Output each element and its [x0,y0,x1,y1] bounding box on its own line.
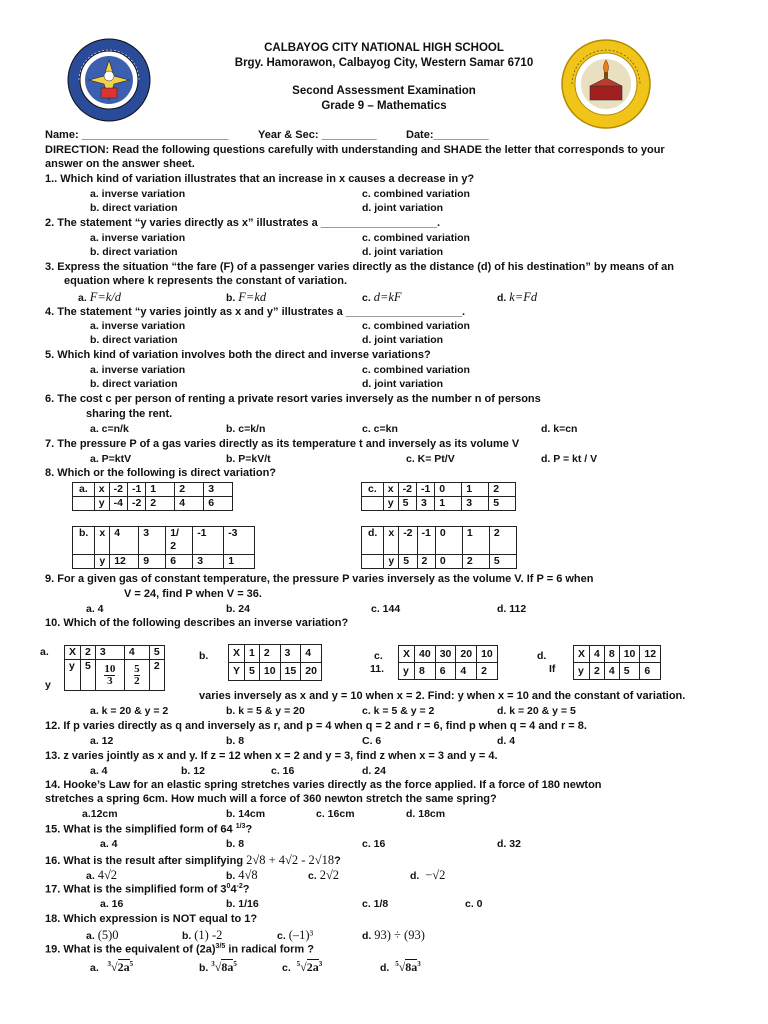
q16-option-c[interactable]: c. 2√2 [308,868,340,882]
table-cell: x [383,483,398,497]
q2-option-c[interactable]: c. combined variation [362,232,470,244]
q3-option-a[interactable]: a. F=k/d [78,290,122,304]
table-cell: 3 [139,527,166,555]
q11-option-c[interactable]: c. k = 5 & y = 2 [362,705,435,717]
q4-option-d[interactable]: d. joint variation [362,334,444,346]
table-cell: 6 [640,663,661,680]
q19-option-b[interactable]: b. $^3√8a^5$ [199,960,237,974]
q17-option-a[interactable]: a. 16 [100,898,124,910]
q19-option-c[interactable]: c. $^5√2a^3$ [282,960,323,974]
grade-subject: Grade 9 – Mathematics [321,100,447,112]
q11-option-d[interactable]: d. k = 20 & y = 5 [497,705,576,717]
q18-option-a[interactable]: a. (5)0 [86,928,119,942]
q17-option-d[interactable]: c. 0 [465,898,483,910]
table-cell: X [399,646,415,663]
table-cell: 6 [435,663,456,680]
table-cell: 9 [139,555,166,569]
table-cell: -1 [127,483,145,497]
q14-option-b[interactable]: b. 14cm [226,808,266,820]
q15-option-d[interactable]: d. 32 [497,838,521,850]
table-cell: y [399,663,415,680]
table-cell: x [94,483,109,497]
q3-option-d[interactable]: d. k=Fd [497,290,538,304]
table-cell: -2 [127,497,145,511]
q13-option-b[interactable]: b. 12 [181,765,205,777]
q3-option-b[interactable]: b. F=kd [226,290,267,304]
name-field[interactable]: Name: ________________________ [45,129,229,141]
q3-stem-line-1: 3. Express the situation “the fare (F) of a passenger varies directly as the distance (d) of his destination” by means of an [45,261,674,273]
q12-option-b[interactable]: b. 8 [226,735,245,747]
school-address: Brgy. Hamorawon, Calbayog City, Western Samar 6710 [234,57,534,69]
table-cell: 5 [489,497,516,511]
table-cell: -4 [109,497,127,511]
q10-label-b: b. [199,650,209,662]
q7-stem: 7. The pressure P of a gas varies directly as its temperature t and inversely as its volume V [45,438,520,450]
q8-table-c[interactable] [361,482,516,511]
q8-table-a[interactable] [72,482,233,511]
q10-table-a[interactable] [64,645,165,691]
table-cell: y [94,497,109,511]
q10-label-a: a. [40,646,49,658]
table-cell: 3 [280,645,301,663]
q5-option-c[interactable]: c. combined variation [362,364,470,376]
q17-option-c[interactable]: c. 1/8 [362,898,389,910]
q13-option-d[interactable]: d. 24 [362,765,386,777]
q6-stem-line-1: 6. The cost c per person of renting a private resort varies inversely as the number n of persons [45,393,541,405]
table-cell [124,660,149,691]
q14-stem-line-2: stretches a spring 6cm. How much will a force of 360 newton stretch the same spring? [45,793,497,805]
table-cell: 12 [640,646,661,663]
q14-stem-line-1: 14. Hooke’s Law for an elastic spring stretches varies directly as the force applied. If a force of 180 newton [45,779,602,791]
table-cell: 5 [149,646,164,660]
table-cell: 4 [110,527,139,555]
table-cell: 0 [435,555,462,569]
q16-option-d[interactable]: d. −√2 [410,868,446,882]
q11-option-b[interactable]: b. k = 5 & y = 20 [226,705,305,717]
table-cell: y [574,663,590,680]
q7-option-b[interactable]: b. P=kV/t [226,453,271,465]
q11-number: 11. [370,663,385,675]
table-cell: 4 [301,645,322,663]
table-cell: 2 [259,645,280,663]
table-cell: 4 [124,646,149,660]
table-cell: 1 [462,483,489,497]
q6-option-a[interactable]: a. c=n/k [90,423,129,435]
table-cell: 20 [301,663,322,681]
q7-option-a[interactable]: a. P=ktV [90,453,132,465]
q1-stem: 1.. Which kind of variation illustrates that an increase in x causes a decrease in y? [45,173,475,185]
direction-line-2: answer on the answer sheet. [45,158,195,170]
table-cell: 0 [435,483,462,497]
table-cell: 1/ 2 [166,527,193,555]
q17-option-b[interactable]: b. 1/16 [226,898,259,910]
q11-if: If [549,663,556,675]
table-cell: x [384,527,399,555]
q10-label-d: d. [537,650,547,662]
q14-option-a[interactable]: a.12cm [82,808,118,820]
q1-option-c[interactable]: c. combined variation [362,188,470,200]
q19-option-a[interactable]: a. $^3√2a^5$ [90,960,134,974]
q10-label-c: c. [374,650,383,662]
q17-stem: 17. What is the simplified form of $3^04^{-2}$? [45,883,250,896]
q15-stem: 15. What is the simplified form of 64 $^{1/3}$? [45,823,253,836]
q12-stem: 12. If p varies directly as q and inversely as r, and p = 4 when q = 2 and r = 6, find p when q = 4 and r = 8. [45,720,587,732]
table-cell: 0 [435,527,462,555]
radical-expression: $^5√2a^3$ [296,960,323,974]
q11-option-a[interactable]: a. k = 20 & y = 2 [90,705,169,717]
table-cell: X [65,646,81,660]
q9-option-b[interactable]: b. 24 [226,603,250,615]
table-cell: 10 [259,663,280,681]
table-cell: 4 [456,663,477,680]
table-cell: 5 [619,663,640,680]
q7-option-d[interactable]: d. P = kt / V [541,453,598,465]
q5-option-b[interactable]: b. direct variation [90,378,178,390]
q4-option-a[interactable]: a. inverse variation [90,320,186,332]
school-name: CALBAYOG CITY NATIONAL HIGH SCHOOL [264,42,504,54]
q8-table-d-label: d. [362,527,384,555]
q15-option-c[interactable]: c. 16 [362,838,386,850]
fraction-10-3: $\frac{10}{3}$ [104,662,116,687]
q6-option-c[interactable]: c. c=kn [362,423,398,435]
q3-stem-line-2: equation where k represents the constant of variation. [64,275,348,287]
q9-stem-line-1: 9. For a given gas of constant temperature, the pressure P varies inversely as the volume V. If P = 6 when [45,573,594,585]
q8-table-c-label: c. [362,483,384,497]
table-cell: 1 [435,497,462,511]
q1-option-a[interactable]: a. inverse variation [90,188,186,200]
table-cell: 1 [224,555,255,569]
radical-expression: $^3√8a^5$ [211,960,237,974]
q5-stem: 5. Which kind of variation involves both the direct and inverse variations? [45,349,431,361]
q6-stem-line-2: sharing the rent. [86,408,173,420]
table-cell: -1 [193,527,224,555]
q6-option-d[interactable]: d. k=cn [541,423,578,435]
q5-option-a[interactable]: a. inverse variation [90,364,186,376]
q2-option-a[interactable]: a. inverse variation [90,232,186,244]
q4-option-c[interactable]: c. combined variation [362,320,470,332]
table-cell [362,497,384,511]
table-cell: 2 [149,660,164,691]
table-cell: 1 [245,645,260,663]
table-cell: 3 [462,497,489,511]
q14-option-d[interactable]: d. 18cm [406,808,446,820]
q6-option-b[interactable]: b. c=k/n [226,423,266,435]
q9-stem-line-2: V = 24, find P when V = 36. [124,588,262,600]
q4-option-b[interactable]: b. direct variation [90,334,178,346]
q8-stem: 8. Which or the following is direct variation? [45,467,277,479]
table-cell: -2 [399,527,417,555]
q1-option-b[interactable]: b. direct variation [90,202,178,214]
q9-option-a[interactable]: a. 4 [86,603,104,615]
q4-stem: 4. The statement “y varies jointly as x and y” illustrates a ___________________. [45,306,466,318]
table-cell [362,555,384,569]
q9-option-d[interactable]: d. 112 [497,603,527,615]
q12-option-c[interactable]: C. 6 [362,735,382,747]
q16-expression: 2√8 + 4√2 - 2√18 [246,853,335,867]
table-cell: 2 [146,497,175,511]
q10-stem: 10. Which of the following describes an inverse variation? [45,617,349,629]
q2-option-b[interactable]: b. direct variation [90,246,178,258]
q15-option-a[interactable]: a. 4 [100,838,118,850]
q2-stem: 2. The statement “y varies directly as x” illustrates a ___________________. [45,217,441,229]
table-cell: 10 [477,646,498,663]
table-cell: y [384,555,399,569]
table-cell: y [95,555,110,569]
table-cell: 2 [175,483,204,497]
q2-option-d[interactable]: d. joint variation [362,246,444,258]
q15-option-b[interactable]: b. 8 [226,838,245,850]
q16-option-a[interactable]: a. 4√2 [86,868,118,882]
table-cell: y [383,497,398,511]
q10-table-b[interactable] [228,644,322,681]
q8-table-d[interactable] [361,526,517,569]
table-cell: -2 [398,483,416,497]
q16-stem: 16. What is the result after simplifying 2√8 + 4√2 - 2√18? [45,853,341,867]
q7-option-c[interactable]: c. K= Pt/V [406,453,455,465]
radical-expression: $^3√2a^5$ [107,960,134,974]
table-cell: X [229,645,245,663]
q18-option-b[interactable]: b. (1) -2 [182,928,223,942]
table-cell: 6 [166,555,193,569]
q11-stem: varies inversely as x and y = 10 when x = 2. Find: y when x = 10 and the constant of variation. [199,690,686,702]
table-cell: 2 [489,483,516,497]
table-cell: 4 [604,663,619,680]
table-cell: 5 [245,663,260,681]
table-cell: 5 [399,555,417,569]
table-cell [73,555,95,569]
q1-option-d[interactable]: d. joint variation [362,202,444,214]
table-cell: 2 [590,663,605,680]
q9-option-c[interactable]: c. 144 [371,603,401,615]
q8-table-b[interactable] [72,526,255,569]
q19-option-d[interactable]: d. $^5√8a^3$ [380,960,421,974]
year-section-field[interactable]: Year & Sec: _________ [258,129,377,141]
q14-option-c[interactable]: c. 16cm [316,808,355,820]
table-cell [95,660,124,691]
q5-option-d[interactable]: d. joint variation [362,378,444,390]
q18-option-c[interactable]: c. (–1)³ [277,928,314,942]
q10-table-d[interactable] [573,645,661,680]
exam-title: Second Assessment Examination [292,85,476,97]
table-cell: 2 [417,555,435,569]
table-cell: 15 [280,663,301,681]
table-cell: 40 [415,646,436,663]
q16-option-b[interactable]: b. 4√8 [226,868,258,882]
table-cell: X [574,646,590,663]
q13-option-a[interactable]: a. 4 [90,765,108,777]
q10-label-y: y [45,679,51,691]
table-cell: 8 [415,663,436,680]
radical-expression: $^5√8a^3$ [395,960,421,974]
q13-stem: 13. z varies jointly as x and y. If z = 12 when x = 2 and y = 3, find z when x = 3 and y = 4. [45,750,498,762]
fraction-5-2: $\frac{5}{2}$ [134,662,140,687]
table-cell: -1 [417,527,435,555]
q18-stem: 18. Which expression is NOT equal to 1? [45,913,258,925]
table-cell: 3 [416,497,434,511]
table-cell: 10 [619,646,640,663]
table-cell: 1 [146,483,175,497]
q19-stem: 19. What is the equivalent of $(2a)^{3/5}$ in radical form ? [45,943,314,956]
table-cell: 3 [204,483,233,497]
table-cell: 4 [175,497,204,511]
table-cell: 2 [477,663,498,680]
table-cell [73,497,95,511]
q13-option-c[interactable]: c. 16 [271,765,295,777]
table-cell: Y [229,663,245,681]
table-cell: 3 [95,646,124,660]
table-cell: 2 [462,555,489,569]
table-cell: 5 [489,555,516,569]
q10-table-c[interactable] [398,645,498,680]
table-cell: 5 [81,660,96,691]
date-field[interactable]: Date:_________ [406,129,489,141]
table-cell: y [65,660,81,691]
table-cell: 3 [193,555,224,569]
q12-option-d[interactable]: d. 4 [497,735,516,747]
table-cell: 1 [462,527,489,555]
table-cell: 20 [456,646,477,663]
q8-table-b-label: b. [73,527,95,555]
table-cell: 2 [489,527,516,555]
table-cell: 12 [110,555,139,569]
table-cell: x [95,527,110,555]
table-cell: -2 [109,483,127,497]
table-cell: 6 [204,497,233,511]
table-cell: 5 [398,497,416,511]
direction-line-1: DIRECTION: Read the following questions carefully with understanding and SHADE the letter that corresponds to your [45,144,665,156]
q8-table-a-label: a. [73,483,95,497]
table-cell: 30 [435,646,456,663]
table-cell: 4 [590,646,605,663]
q12-option-a[interactable]: a. 12 [90,735,114,747]
table-cell: 2 [81,646,96,660]
table-cell: -3 [224,527,255,555]
q18-option-d[interactable]: d. 93) ÷ (93) [362,928,425,942]
table-cell: -1 [416,483,434,497]
q3-option-c[interactable]: c. d=kF [362,290,402,304]
table-cell: 8 [604,646,619,663]
